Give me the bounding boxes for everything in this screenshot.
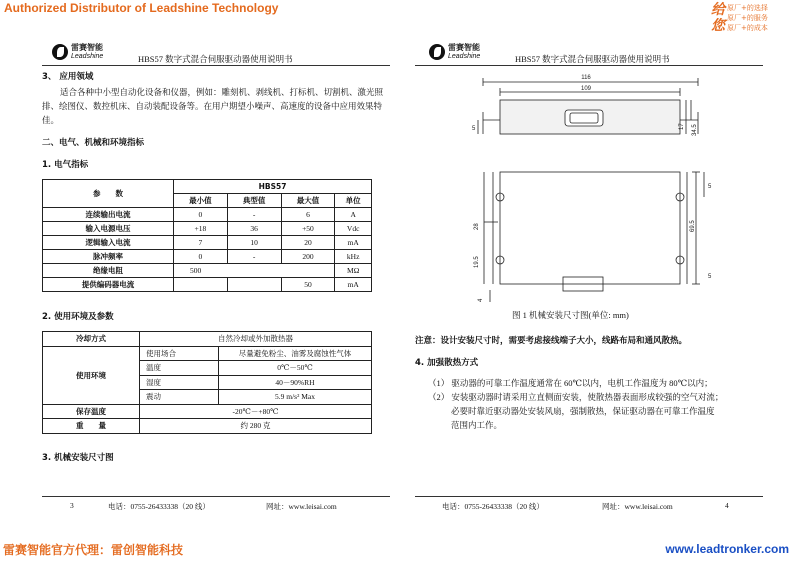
row-max: 6 bbox=[281, 208, 335, 222]
sec3-paragraph: 适合各种中小型自动化设备和仪器，例如：雕刻机、剥线机、打标机、切割机、激光照排、绘图仪、数控机床、自动装配设备等。在用户期望小噪声、高速度的设备中应用效果特佳。 bbox=[42, 87, 384, 125]
row-name: 绝缘电阻 bbox=[43, 264, 174, 278]
figure-caption: 图 1 机械安装尺寸图(单位: mm) bbox=[512, 310, 629, 320]
badge-line-3: 原厂+的成本 bbox=[727, 24, 768, 32]
mechanical-drawing bbox=[468, 72, 718, 307]
dim-v-195: 19.5 bbox=[474, 256, 480, 268]
right-header-title: HBS57 数字式混合伺服驱动器使用说明书 bbox=[515, 54, 670, 64]
left-footer-page: 3 bbox=[70, 501, 74, 510]
cooling-label: 冷却方式 bbox=[43, 332, 140, 347]
model-header: HBS57 bbox=[174, 180, 372, 194]
env-label: 使用环境 bbox=[43, 346, 140, 404]
row-name: 提供编码器电流 bbox=[43, 278, 174, 292]
sec4-title: 4. 加强散热方式 bbox=[415, 358, 479, 368]
leadshine-logo-left bbox=[52, 42, 112, 64]
electrical-spec-table bbox=[42, 179, 372, 292]
row-min: 0 bbox=[174, 250, 228, 264]
right-footer-rule bbox=[415, 496, 763, 497]
row-typ: - bbox=[227, 208, 281, 222]
row-max: 20 bbox=[281, 236, 335, 250]
cooling-item-2c: 范围内工作。 bbox=[451, 420, 503, 430]
env-row-value: 0℃－50℃ bbox=[219, 361, 372, 376]
row-name: 连续输出电流 bbox=[43, 208, 174, 222]
logo-cn-text: 雷赛智能 bbox=[71, 43, 103, 52]
cooling-item-2a: （2） 安装驱动器时请采用立直侧面安装，使散热器表面形成较强的空气对流； bbox=[428, 392, 724, 402]
row-unit: Vdc bbox=[335, 222, 372, 236]
row-max: 50 bbox=[281, 278, 335, 292]
dim-v-4: 4 bbox=[478, 298, 484, 302]
dim-h-17: 17 bbox=[679, 123, 685, 130]
row-typ bbox=[227, 278, 281, 292]
cooling-item-2b: 必要时靠近驱动器处安装风扇，强制散热，保证驱动器在可靠工作温度 bbox=[451, 406, 715, 416]
sub1-title: 1. 电气指标 bbox=[42, 160, 89, 170]
table-row bbox=[43, 222, 372, 236]
col-header-unit: 单位 bbox=[335, 194, 372, 208]
dim-h-34: 34.5 bbox=[692, 124, 698, 136]
row-name: 输入电源电压 bbox=[43, 222, 174, 236]
row-typ: 10 bbox=[227, 236, 281, 250]
logo-en-text: Leadshine bbox=[71, 53, 104, 60]
dim-v-5: 5 bbox=[708, 184, 712, 190]
right-header-rule bbox=[415, 65, 763, 66]
leadshine-logo-icon bbox=[429, 44, 445, 60]
row-name: 脉冲频率 bbox=[43, 250, 174, 264]
top-banner-text: Authorized Distributor of Leadshine Technology bbox=[4, 1, 279, 15]
env-row-name: 使用场合 bbox=[140, 346, 219, 361]
left-header-rule bbox=[42, 65, 390, 66]
storage-label: 保存温度 bbox=[43, 404, 140, 419]
sub2-title: 2. 使用环境及参数 bbox=[42, 312, 114, 322]
left-footer-phone: 电话：0755-26433338（20 线） bbox=[108, 502, 210, 511]
sec2-title: 二、电气、机械和环境指标 bbox=[42, 138, 145, 148]
dim-width-outer: 116 bbox=[581, 75, 591, 81]
left-footer-web: 网址：www.leisai.com bbox=[266, 502, 337, 511]
env-row-value: 尽量避免粉尘、油雾及腐蚀性气体 bbox=[219, 346, 372, 361]
right-footer-web: 网址：www.leisai.com bbox=[602, 502, 673, 511]
row-min: 7 bbox=[174, 236, 228, 250]
env-row-name: 震动 bbox=[140, 390, 219, 405]
row-min: 0 bbox=[174, 208, 228, 222]
badge-line-1: 原厂+的选择 bbox=[727, 4, 768, 12]
cooling-item-1: （1） 驱动器的可靠工作温度通常在 60℃以内，电机工作温度为 80℃以内； bbox=[428, 378, 713, 388]
left-footer-rule bbox=[42, 496, 390, 497]
badge-char-1: 给 bbox=[711, 2, 725, 18]
row-min bbox=[174, 278, 228, 292]
dim-h-5: 5 bbox=[472, 126, 476, 132]
row-unit: MΩ bbox=[335, 264, 372, 278]
cooling-value: 自然冷却或外加散热器 bbox=[140, 332, 372, 347]
logo-cn-text: 雷赛智能 bbox=[448, 43, 480, 52]
distributor-badge bbox=[711, 1, 787, 33]
sub3-title: 3. 机械安装尺寸图 bbox=[42, 453, 114, 463]
dim-v-5b: 5 bbox=[708, 274, 712, 280]
logo-en-text: Leadshine bbox=[448, 53, 481, 60]
row-name: 逻辑输入电流 bbox=[43, 236, 174, 250]
dim-v-height: 69.5 bbox=[690, 220, 696, 232]
left-header-title: HBS57 数字式混合伺服驱动器使用说明书 bbox=[138, 54, 293, 64]
sec3-title: 3、 应用领域 bbox=[42, 72, 94, 82]
badge-char-2: 您 bbox=[711, 18, 725, 34]
bottom-left-banner: 雷赛智能官方代理：雷创智能科技 bbox=[3, 543, 184, 557]
website-link[interactable]: www.leadtronker.com bbox=[665, 542, 789, 556]
environment-table bbox=[42, 331, 372, 434]
badge-line-2: 原厂+的服务 bbox=[727, 14, 768, 22]
row-unit: mA bbox=[335, 236, 372, 250]
table-row bbox=[43, 208, 372, 222]
weight-label: 重 量 bbox=[43, 419, 140, 434]
dim-v-28: 28 bbox=[474, 223, 480, 230]
table-row bbox=[43, 278, 372, 292]
col-header-max: 最大值 bbox=[281, 194, 335, 208]
leadshine-logo-right bbox=[429, 42, 489, 64]
table-row bbox=[43, 236, 372, 250]
row-typ: 36 bbox=[227, 222, 281, 236]
install-note: 注意：设计安装尺寸时，需要考虑接线端子大小，线路布局和通风散热。 bbox=[415, 336, 688, 346]
right-footer-page: 4 bbox=[725, 501, 729, 510]
env-row-value: 40－90%RH bbox=[219, 375, 372, 390]
right-footer-phone: 电话：0755-26433338（20 线） bbox=[442, 502, 544, 511]
storage-value: -20℃－+80℃ bbox=[140, 404, 372, 419]
env-row-name: 湿度 bbox=[140, 375, 219, 390]
table-row bbox=[43, 250, 372, 264]
weight-value: 约 280 克 bbox=[140, 419, 372, 434]
row-max: 200 bbox=[281, 250, 335, 264]
row-unit: mA bbox=[335, 278, 372, 292]
row-unit: kHz bbox=[335, 250, 372, 264]
dim-width-inner: 109 bbox=[580, 86, 592, 92]
row-min: +18 bbox=[174, 222, 228, 236]
col-header-typ: 典型值 bbox=[227, 194, 281, 208]
row-typ: - bbox=[227, 250, 281, 264]
env-row-name: 温度 bbox=[140, 361, 219, 376]
table-row bbox=[43, 264, 372, 278]
param-header: 参 数 bbox=[43, 180, 174, 208]
env-row-value: 5.9 m/s² Max bbox=[219, 390, 372, 405]
row-max: +50 bbox=[281, 222, 335, 236]
col-header-min: 最小值 bbox=[174, 194, 228, 208]
row-unit: A bbox=[335, 208, 372, 222]
row-min: 500 bbox=[174, 264, 335, 278]
leadshine-logo-icon bbox=[52, 44, 68, 60]
